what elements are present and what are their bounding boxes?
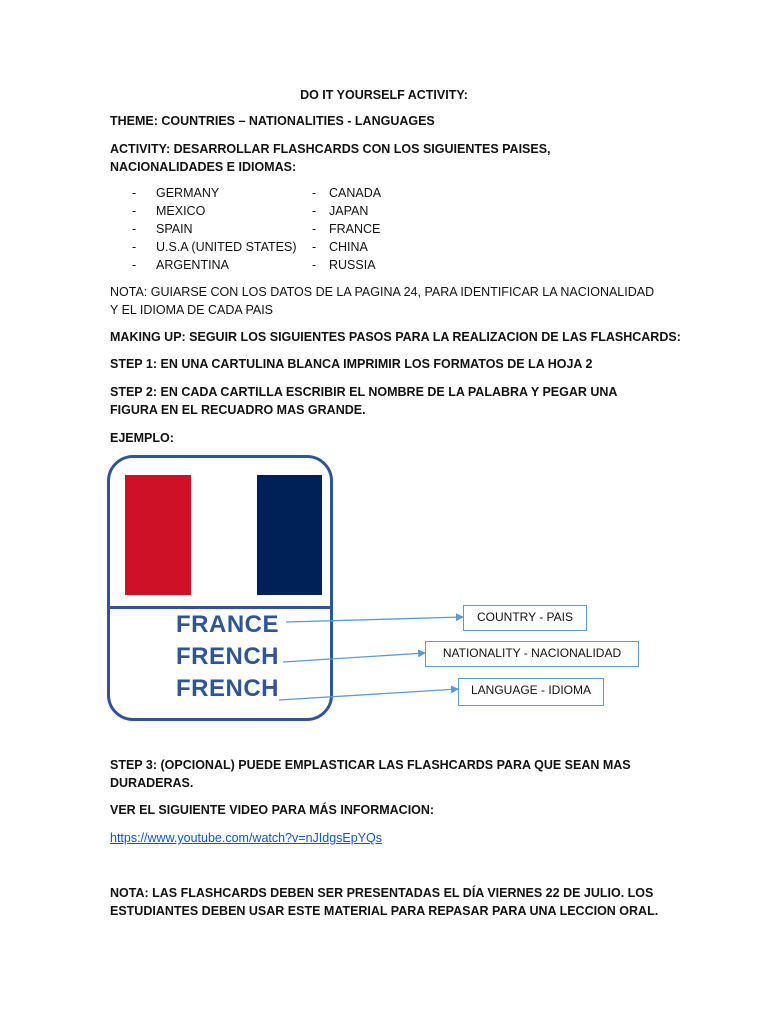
- label-country-box: COUNTRY - PAIS: [463, 605, 587, 631]
- ver-video-line: VER EL SIGUIENTE VIDEO PARA MÁS INFORMACION:: [110, 803, 435, 817]
- list-item: [132, 256, 312, 274]
- step3-line: STEP 3: (OPCIONAL) PUEDE EMPLASTICAR LAS FLASHCARDS PARA QUE SEAN MAS DURADERAS.: [110, 758, 631, 790]
- countries-list-right: [312, 184, 462, 274]
- list-item: [132, 220, 312, 238]
- video-link[interactable]: https://www.youtube.com/watch?v=nJIdgsEpYQs: [110, 831, 383, 845]
- activity-line: ACTIVITY: DESARROLLAR FLASHCARDS CON LOS SIGUIENTES PAISES, NACIONALIDADES E IDIOMAS:: [110, 142, 551, 174]
- flashcard-example: [107, 455, 333, 721]
- card-country-word: FRANCE: [176, 611, 279, 638]
- countries-list-left: [132, 184, 312, 274]
- flag-red-stripe: [125, 475, 191, 595]
- label-language-box: LANGUAGE - IDIOMA: [458, 678, 604, 706]
- list-item: [312, 256, 462, 274]
- list-dash: -: [132, 204, 137, 218]
- card-divider: [110, 606, 330, 609]
- list-item-text: SPAIN: [156, 222, 193, 236]
- card-language-word: FRENCH: [176, 675, 279, 702]
- list-item: [312, 184, 462, 202]
- list-item: [312, 202, 462, 220]
- card-nationality-word: FRENCH: [176, 643, 279, 670]
- list-item-text: JAPAN: [329, 204, 369, 218]
- list-item: [132, 238, 312, 256]
- list-dash: -: [312, 240, 317, 254]
- list-dash: -: [312, 258, 317, 272]
- step1-line: STEP 1: EN UNA CARTULINA BLANCA IMPRIMIR LOS FORMATOS DE LA HOJA 2: [110, 357, 593, 371]
- flag-blue-stripe: [257, 475, 322, 595]
- ejemplo-label: EJEMPLO:: [110, 431, 174, 445]
- theme-line: THEME: COUNTRIES – NATIONALITIES - LANGUAGES: [110, 114, 435, 128]
- list-item: [132, 184, 312, 202]
- making-up-line: MAKING UP: SEGUIR LOS SIGUIENTES PASOS PARA LA REALIZACION DE LAS FLASHCARDS:: [110, 330, 681, 344]
- list-item: [132, 202, 312, 220]
- list-dash: -: [132, 186, 137, 200]
- list-dash: -: [312, 204, 317, 218]
- list-item-text: RUSSIA: [329, 258, 376, 272]
- list-item-text: CHINA: [329, 240, 368, 254]
- list-item-text: U.S.A (UNITED STATES): [156, 240, 297, 254]
- list-dash: -: [312, 186, 317, 200]
- list-item: [312, 220, 462, 238]
- list-item-text: CANADA: [329, 186, 382, 200]
- step2-line: STEP 2: EN CADA CARTILLA ESCRIBIR EL NOMBRE DE LA PALABRA Y PEGAR UNA FIGURA EN EL RECUADRO MAS GRANDE.: [110, 385, 617, 417]
- list-item-text: ARGENTINA: [156, 258, 229, 272]
- doc-title: DO IT YOURSELF ACTIVITY:: [300, 88, 468, 102]
- list-dash: -: [132, 240, 137, 254]
- nota-paragraph: NOTA: GUIARSE CON LOS DATOS DE LA PAGINA 24, PARA IDENTIFICAR LA NACIONALIDAD Y EL IDIOMA DE CADA PAIS: [110, 285, 655, 317]
- list-item-text: GERMANY: [156, 186, 220, 200]
- nota-final-paragraph: NOTA: LAS FLASHCARDS DEBEN SER PRESENTADAS EL DÍA VIERNES 22 DE JULIO. LOS ESTUDIANTES DEBEN USAR ESTE MATERIAL PARA REPASAR PARA UNA LECCION ORAL.: [110, 886, 659, 918]
- list-dash: -: [132, 258, 137, 272]
- list-item-text: MEXICO: [156, 204, 206, 218]
- list-dash: -: [132, 222, 137, 236]
- list-dash: -: [312, 222, 317, 236]
- list-item: [312, 238, 462, 256]
- list-item-text: FRANCE: [329, 222, 381, 236]
- label-nationality-box: NATIONALITY - NACIONALIDAD: [425, 641, 639, 667]
